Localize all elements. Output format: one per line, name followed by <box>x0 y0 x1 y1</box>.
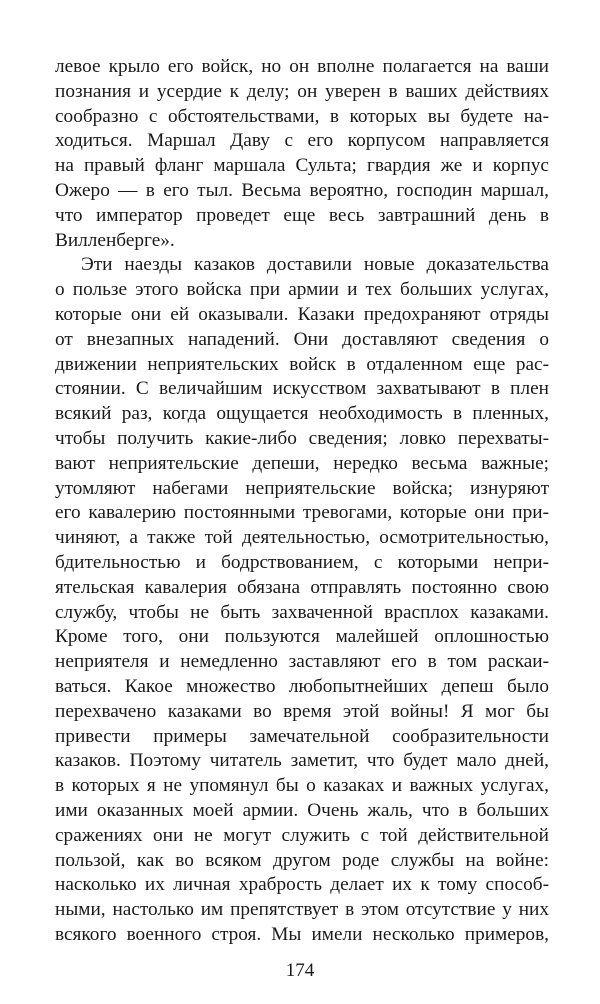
text-line: казаков. Поэтому читатель заметит, что будет мало дней, <box>55 750 549 772</box>
text-line: о пользе этого войска при армии и тех больших услугах, <box>55 279 549 301</box>
page-number: 174 <box>285 960 315 981</box>
text-line: чтобы получить какие-либо сведения; ловко перехваты- <box>55 427 549 449</box>
text-line: левое крыло его войск, но он вполне полагается на ваши <box>55 56 549 77</box>
text-line: Кроме того, они пользуются малейшей оплошностью <box>55 626 549 648</box>
text-line: Эти наезды казаков доставили новые доказательства <box>81 254 549 276</box>
text-line: бдительностью и бодрствованием, с которыми непри- <box>55 551 549 573</box>
text-line: пользой, как во всяком другом роде службы на войне: <box>55 849 549 871</box>
text-line: чиняют, а также той деятельностью, осмотрительностью, <box>55 527 549 549</box>
text-line: его кавалерию постоянными тревогами, которые они при- <box>55 502 549 524</box>
text-line: на правый фланг маршала Сульта; гвардия же и корпус <box>55 155 549 177</box>
text-line: ими оказанных моей армии. Очень жаль, что в больших <box>55 799 549 821</box>
body-text <box>55 55 549 948</box>
text-line: сообразно с обстоятельствами, в которых вы будете на- <box>55 105 549 127</box>
text-line: службу, чтобы не быть захваченной врасплох казаками. <box>55 601 549 623</box>
text-line: что император проведет еще весь завтрашний день в <box>55 204 549 226</box>
text-line: вают неприятельские депеши, нередко весьма важные; <box>55 452 549 474</box>
text-line: утомляют набегами неприятельские войска; изнуряют <box>55 477 549 499</box>
text-line: в которых я не упомянул бы о казаках и важных услугах, <box>55 775 549 797</box>
text-line: всякого военного строя. Мы имели несколько примеров, <box>55 923 549 945</box>
text-line: насколько их личная храбрость делает их к тому способ- <box>55 874 549 896</box>
text-line: движении неприятельских войск в отдаленном еще рас- <box>55 353 549 375</box>
text-line: ными, настолько им препятствует в этом отсутствие у них <box>55 899 549 921</box>
text-line: ятельская кавалерия обязана отправлять постоянно свою <box>55 576 549 598</box>
text-line: Вилленберге». <box>55 229 175 251</box>
text-line: стоянии. С величайшим искусством захватывают в плен <box>55 378 549 400</box>
text-line: всякий раз, когда ощущается необходимость в пленных, <box>55 403 549 425</box>
text-line: перехвачено казаками во время этой войны! Я мог бы <box>55 700 549 722</box>
text-line: привести примеры замечательной сообразительности <box>55 725 549 747</box>
text-line: познания и усердие к делу; он уверен в ваших действиях <box>55 80 549 102</box>
text-line: сражениях они не могут служить с той действительной <box>55 824 549 846</box>
text-line: ваться. Какое множество любопытнейших депеш было <box>55 675 549 697</box>
text-line: Ожеро — в его тыл. Весьма вероятно, господин маршал, <box>55 179 549 201</box>
text-line: ходиться. Маршал Даву с его корпусом направляется <box>55 130 549 152</box>
text-line: неприятеля и немедленно заставляют его в том раскаи- <box>55 651 549 673</box>
text-line: которые они ей оказывали. Казаки предохраняют отряды <box>55 303 549 325</box>
text-line: от внезапных нападений. Они доставляют сведения о <box>55 328 549 350</box>
